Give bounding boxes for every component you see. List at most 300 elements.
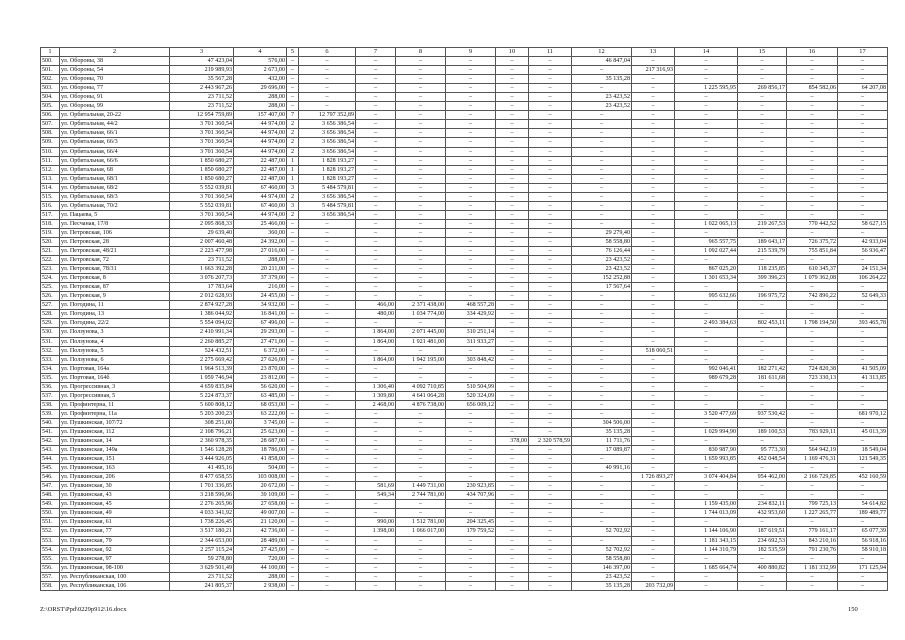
value-cell: 432,00 [234, 75, 287, 84]
value-cell: 41 313,85 [838, 373, 888, 382]
value-cell: – [738, 418, 787, 427]
address-cell: ул. Пушкинская, 151 [60, 455, 170, 464]
value-cell: – [529, 102, 572, 111]
address-cell: ул. Республиканская, 106 [60, 581, 170, 590]
table-row [41, 491, 888, 500]
value-cell: – [356, 210, 396, 219]
address-cell: ул. Петровская, 28 [60, 237, 170, 246]
value-cell: 187 619,51 [738, 527, 787, 536]
data-table-container [40, 47, 886, 591]
value-cell: – [632, 518, 675, 527]
value-cell: 466,00 [356, 301, 396, 310]
value-cell: – [299, 437, 356, 446]
value-cell: – [838, 328, 888, 337]
value-cell: – [838, 183, 888, 192]
value-cell: 1 864,00 [356, 337, 396, 346]
value-cell: – [396, 93, 446, 102]
value-cell: – [632, 210, 675, 219]
value-cell: – [787, 120, 838, 129]
value-cell: – [396, 581, 446, 590]
value-cell: 171 125,94 [838, 563, 888, 572]
value-cell: – [675, 464, 738, 473]
column-header: 10 [496, 48, 529, 57]
value-cell: – [396, 256, 446, 265]
table-row [41, 274, 888, 283]
value-cell: 23 423,52 [572, 265, 632, 274]
value-cell: – [572, 301, 632, 310]
value-cell: – [529, 491, 572, 500]
value-cell: – [572, 337, 632, 346]
value-cell: – [529, 545, 572, 554]
value-cell: 799 725,13 [787, 500, 838, 509]
value-cell: – [496, 156, 529, 165]
value-cell: – [396, 228, 446, 237]
value-cell: – [396, 57, 446, 66]
value-cell: – [496, 373, 529, 382]
value-cell: – [572, 156, 632, 165]
value-cell: 6 372,00 [234, 346, 287, 355]
value-cell: – [529, 147, 572, 156]
value-cell: 288,00 [234, 102, 287, 111]
value-cell: 304 506,00 [572, 418, 632, 427]
value-cell: – [572, 482, 632, 491]
value-cell: 27 658,00 [234, 500, 287, 509]
value-cell: 59 278,80 [170, 554, 234, 563]
value-cell: – [446, 111, 496, 120]
value-cell: – [675, 156, 738, 165]
value-cell: 3 218 596,96 [170, 491, 234, 500]
value-cell: – [299, 247, 356, 256]
column-header: 5 [287, 48, 299, 57]
row-number-cell: 501. [41, 66, 60, 75]
table-row [41, 464, 888, 473]
row-number-cell: 527. [41, 301, 60, 310]
value-cell: – [838, 382, 888, 391]
value-cell: 28 687,00 [234, 437, 287, 446]
row-number-cell: 510. [41, 147, 60, 156]
value-cell: – [299, 75, 356, 84]
value-cell: – [299, 265, 356, 274]
row-number-cell: 509. [41, 138, 60, 147]
value-cell: – [529, 93, 572, 102]
value-cell: – [356, 473, 396, 482]
row-number-cell: 516. [41, 201, 60, 210]
value-cell: – [632, 319, 675, 328]
value-cell: – [356, 57, 396, 66]
value-cell: – [738, 382, 787, 391]
value-cell: – [738, 355, 787, 364]
address-cell: ул. Ползунова, 3 [60, 328, 170, 337]
value-cell: – [632, 554, 675, 563]
value-cell: 106 264,22 [838, 274, 888, 283]
value-cell: 44 974,00 [234, 120, 287, 129]
value-cell: 468 557,28 [446, 301, 496, 310]
value-cell: – [356, 111, 396, 120]
value-cell: – [838, 301, 888, 310]
value-cell: – [632, 138, 675, 147]
value-cell: – [838, 391, 888, 400]
value-cell: – [287, 66, 299, 75]
value-cell: – [396, 292, 446, 301]
value-cell: – [356, 427, 396, 436]
address-cell: ул. Республиканская, 100 [60, 572, 170, 581]
value-cell: – [838, 165, 888, 174]
value-cell: – [396, 536, 446, 545]
value-cell: 1 034 774,00 [396, 310, 446, 319]
value-cell: – [787, 156, 838, 165]
value-cell: – [838, 400, 888, 409]
row-number-cell: 532. [41, 346, 60, 355]
value-cell: – [675, 129, 738, 138]
value-cell: 5 484 579,81 [299, 183, 356, 192]
value-cell: – [356, 319, 396, 328]
value-cell: – [838, 57, 888, 66]
value-cell: – [356, 500, 396, 509]
value-cell: – [787, 228, 838, 237]
row-number-cell: 502. [41, 75, 60, 84]
value-cell: – [446, 256, 496, 265]
value-cell: – [356, 129, 396, 138]
value-cell: – [446, 500, 496, 509]
value-cell: 432 953,60 [738, 509, 787, 518]
table-row [41, 201, 888, 210]
value-cell: – [838, 174, 888, 183]
value-cell: – [572, 192, 632, 201]
value-cell: 5 552 039,81 [170, 201, 234, 210]
value-cell: – [396, 265, 446, 274]
row-number-cell: 530. [41, 328, 60, 337]
value-cell: 18 549,04 [838, 446, 888, 455]
value-cell: 1 828 193,27 [299, 174, 356, 183]
value-cell: – [632, 111, 675, 120]
value-cell: – [529, 247, 572, 256]
column-header: 4 [234, 48, 287, 57]
table-row [41, 84, 888, 93]
value-cell: – [356, 102, 396, 111]
value-cell: – [496, 581, 529, 590]
value-cell: – [738, 328, 787, 337]
value-cell: – [356, 237, 396, 246]
value-cell: 2 [287, 192, 299, 201]
value-cell: – [496, 274, 529, 283]
row-number-cell: 542. [41, 437, 60, 446]
value-cell: – [396, 500, 446, 509]
row-number-cell: 508. [41, 129, 60, 138]
value-cell: – [572, 400, 632, 409]
value-cell: – [529, 455, 572, 464]
table-row [41, 409, 888, 418]
value-cell: – [356, 256, 396, 265]
value-cell: – [738, 183, 787, 192]
address-cell: ул. Погодина, 11 [60, 301, 170, 310]
value-cell: 1 022 065,13 [675, 219, 738, 228]
value-cell: – [356, 138, 396, 147]
value-cell: – [299, 473, 356, 482]
value-cell: – [738, 201, 787, 210]
value-cell: – [675, 437, 738, 446]
value-cell: 8 477 658,55 [170, 473, 234, 482]
value-cell: – [356, 545, 396, 554]
value-cell: – [396, 437, 446, 446]
value-cell: – [446, 373, 496, 382]
value-cell: – [396, 427, 446, 436]
value-cell: – [529, 283, 572, 292]
value-cell: – [396, 147, 446, 156]
row-number-cell: 524. [41, 274, 60, 283]
value-cell: 1 227 265,77 [787, 509, 838, 518]
value-cell: – [299, 563, 356, 572]
value-cell: – [738, 581, 787, 590]
value-cell: – [446, 120, 496, 129]
value-cell: – [632, 418, 675, 427]
value-cell: 189 100,53 [738, 427, 787, 436]
value-cell: 288,00 [234, 93, 287, 102]
value-cell: – [496, 66, 529, 75]
value-cell: 157 407,00 [234, 111, 287, 120]
value-cell: – [446, 319, 496, 328]
value-cell: – [632, 400, 675, 409]
value-cell: 791 230,76 [787, 545, 838, 554]
value-cell: 1 [287, 156, 299, 165]
value-cell: – [572, 84, 632, 93]
value-cell: – [496, 292, 529, 301]
value-cell: 27 016,00 [234, 247, 287, 256]
value-cell: – [396, 219, 446, 228]
address-cell: ул. Пушкинская, 14 [60, 437, 170, 446]
value-cell: 1 663 392,28 [170, 265, 234, 274]
value-cell: – [632, 572, 675, 581]
value-cell: 1 738 226,45 [170, 518, 234, 527]
value-cell: – [356, 147, 396, 156]
value-cell: – [287, 319, 299, 328]
table-row [41, 210, 888, 219]
value-cell: – [496, 446, 529, 455]
value-cell: – [787, 409, 838, 418]
value-cell: – [287, 455, 299, 464]
value-cell: 1 301 653,34 [675, 274, 738, 283]
value-cell: – [299, 409, 356, 418]
table-row [41, 572, 888, 581]
value-cell: 5 552 039,81 [170, 183, 234, 192]
value-cell: 399 396,23 [738, 274, 787, 283]
value-cell: – [299, 319, 356, 328]
value-cell: 27 626,00 [234, 355, 287, 364]
address-cell: ул. Пушкинская, 49 [60, 509, 170, 518]
value-cell: 27 471,00 [234, 337, 287, 346]
value-cell: – [496, 509, 529, 518]
value-cell: – [299, 219, 356, 228]
value-cell: 3 076 207,73 [170, 274, 234, 283]
address-cell: ул. Орбитальная, 68/3 [60, 192, 170, 201]
value-cell: 65 077,39 [838, 527, 888, 536]
table-row [41, 391, 888, 400]
value-cell: – [299, 545, 356, 554]
table-row [41, 355, 888, 364]
value-cell: – [356, 554, 396, 563]
value-cell: 35 567,28 [170, 75, 234, 84]
address-cell: ул. Погодина, 13 [60, 310, 170, 319]
value-cell: 723 330,13 [787, 373, 838, 382]
value-cell: 1 850 680,27 [170, 165, 234, 174]
value-cell: – [496, 147, 529, 156]
row-number-cell: 534. [41, 364, 60, 373]
row-number-cell: 552. [41, 527, 60, 536]
value-cell: – [675, 120, 738, 129]
row-number-cell: 556. [41, 563, 60, 572]
value-cell: – [396, 373, 446, 382]
table-row [41, 518, 888, 527]
header-row [41, 48, 888, 57]
value-cell: – [356, 93, 396, 102]
value-cell: – [632, 382, 675, 391]
value-cell: – [287, 265, 299, 274]
value-cell: – [572, 129, 632, 138]
value-cell: – [299, 418, 356, 427]
table-row [41, 147, 888, 156]
value-cell: – [446, 554, 496, 563]
address-cell: ул. Портовая, 164а [60, 364, 170, 373]
value-cell: – [529, 319, 572, 328]
value-cell: 1 144 310,79 [675, 545, 738, 554]
value-cell: – [287, 310, 299, 319]
value-cell: – [787, 337, 838, 346]
table-row [41, 111, 888, 120]
value-cell: – [446, 102, 496, 111]
value-cell: – [632, 509, 675, 518]
value-cell: – [396, 237, 446, 246]
value-cell: – [446, 84, 496, 93]
value-cell: – [632, 129, 675, 138]
value-cell: – [287, 427, 299, 436]
value-cell: – [838, 201, 888, 210]
value-cell: 1 921 481,00 [396, 337, 446, 346]
value-cell: – [787, 210, 838, 219]
value-cell: – [299, 301, 356, 310]
value-cell: – [738, 464, 787, 473]
row-number-cell: 551. [41, 518, 60, 527]
value-cell: – [287, 446, 299, 455]
value-cell: 1 309,80 [356, 391, 396, 400]
value-cell: – [356, 265, 396, 274]
value-cell: 1 685 664,74 [675, 563, 738, 572]
row-number-cell: 539. [41, 409, 60, 418]
value-cell: 182 535,59 [738, 545, 787, 554]
value-cell: – [838, 346, 888, 355]
value-cell: – [396, 545, 446, 554]
value-cell: – [446, 346, 496, 355]
value-cell: – [529, 301, 572, 310]
table-row [41, 156, 888, 165]
row-number-cell: 518. [41, 219, 60, 228]
value-cell: – [738, 174, 787, 183]
value-cell: – [396, 75, 446, 84]
value-cell: 2 874 927,28 [170, 301, 234, 310]
value-cell: – [632, 364, 675, 373]
value-cell: – [675, 228, 738, 237]
value-cell: – [632, 437, 675, 446]
value-cell: – [446, 274, 496, 283]
value-cell: – [396, 192, 446, 201]
value-cell: 1 449 731,00 [396, 482, 446, 491]
value-cell: – [632, 355, 675, 364]
value-cell: 724 820,38 [787, 364, 838, 373]
value-cell: 219 989,93 [170, 66, 234, 75]
value-cell: 25 466,00 [234, 219, 287, 228]
column-header: 11 [529, 48, 572, 57]
value-cell: – [496, 247, 529, 256]
value-cell: – [529, 84, 572, 93]
value-cell: – [299, 102, 356, 111]
row-number-cell: 515. [41, 192, 60, 201]
value-cell: – [838, 554, 888, 563]
column-header: 6 [299, 48, 356, 57]
value-cell: 4 033 341,92 [170, 509, 234, 518]
row-number-cell: 528. [41, 310, 60, 319]
value-cell: – [787, 165, 838, 174]
value-cell: – [496, 75, 529, 84]
value-cell: – [356, 455, 396, 464]
table-row [41, 554, 888, 563]
table-row [41, 120, 888, 129]
value-cell: 22 487,00 [234, 174, 287, 183]
value-cell: 23 812,00 [234, 373, 287, 382]
footer-file-path: Z:\ORST\Ppd\0229p912\16.docx [40, 606, 127, 613]
value-cell: – [496, 572, 529, 581]
value-cell: – [287, 373, 299, 382]
value-cell: – [787, 400, 838, 409]
value-cell: – [787, 201, 838, 210]
value-cell: 779 161,17 [787, 527, 838, 536]
table-body [41, 57, 888, 591]
value-cell: 2 275 669,42 [170, 355, 234, 364]
value-cell: – [496, 265, 529, 274]
value-cell: – [838, 581, 888, 590]
table-row [41, 192, 888, 201]
value-cell: 196 975,72 [738, 292, 787, 301]
value-cell: 1 181 343,15 [675, 536, 738, 545]
value-cell: – [787, 147, 838, 156]
value-cell: – [287, 283, 299, 292]
value-cell: 42 933,04 [838, 237, 888, 246]
value-cell: 189 643,17 [738, 237, 787, 246]
address-cell: ул. Орбитальная, 66/4 [60, 147, 170, 156]
value-cell: – [632, 391, 675, 400]
value-cell: 217 316,93 [632, 66, 675, 75]
value-cell: 52 702,92 [572, 527, 632, 536]
value-cell: – [738, 111, 787, 120]
value-cell: – [632, 256, 675, 265]
value-cell: – [675, 174, 738, 183]
value-cell: – [299, 93, 356, 102]
value-cell: 12 797 352,89 [299, 111, 356, 120]
value-cell: – [446, 165, 496, 174]
value-cell: 3 074 404,84 [675, 473, 738, 482]
row-number-cell: 514. [41, 183, 60, 192]
value-cell: 334 429,92 [446, 310, 496, 319]
value-cell: 25 623,00 [234, 427, 287, 436]
value-cell: – [496, 319, 529, 328]
value-cell: – [496, 283, 529, 292]
value-cell: – [675, 75, 738, 84]
value-cell: – [496, 337, 529, 346]
value-cell: – [356, 364, 396, 373]
column-header: 14 [675, 48, 738, 57]
value-cell: 1 546 128,28 [170, 446, 234, 455]
value-cell: – [496, 364, 529, 373]
value-cell: 308 251,00 [170, 418, 234, 427]
table-row [41, 482, 888, 491]
value-cell: – [675, 310, 738, 319]
